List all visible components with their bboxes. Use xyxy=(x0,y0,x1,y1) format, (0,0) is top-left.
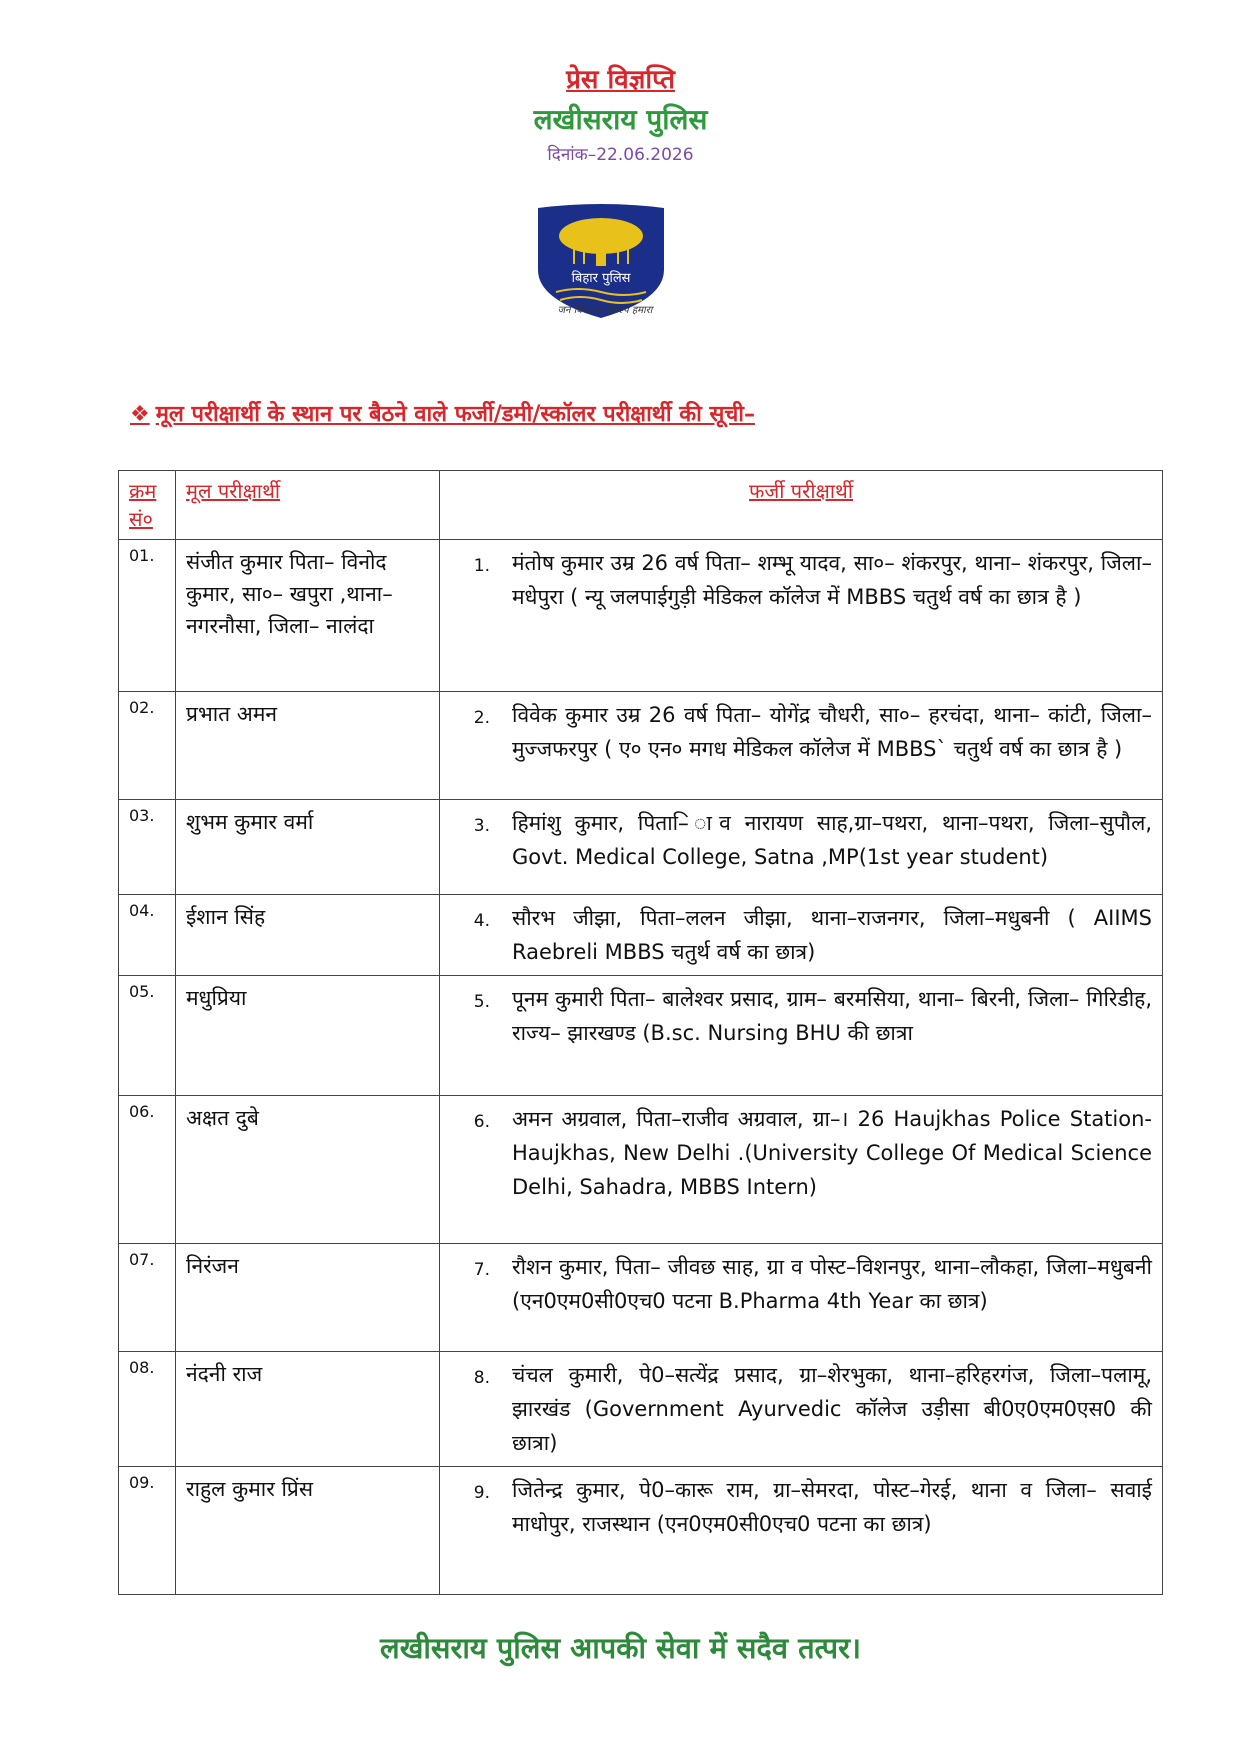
footer-slogan: लखीसराय पुलिस आपकी सेवा में सदैव तत्पर। xyxy=(380,1631,861,1665)
list-heading xyxy=(130,398,755,428)
table-row xyxy=(119,1467,1163,1595)
organization-name: लखीसराय पुलिस xyxy=(533,103,708,136)
fake-candidate-number: 6. xyxy=(473,1112,490,1132)
fake-candidate-number: 1. xyxy=(473,556,490,576)
fake-candidate-text: चंचल कुमारी, पे0–सत्येंद्र प्रसाद, ग्रा–शेरभुका, थाना–हरिहरगंज, जिला–पलामू, झारखंड (Government Ayurvedic कॉलेज उड़ीसा बी0ए0एम0एस0 की छात्रा) xyxy=(512,1363,1152,1455)
serial-cell: 08. xyxy=(119,1352,176,1467)
original-candidate-cell: निरंजन xyxy=(176,1244,440,1352)
original-candidate-cell: राहुल कुमार प्रिंस xyxy=(176,1467,440,1595)
header-original: मूल परीक्षार्थी xyxy=(176,471,440,540)
fake-candidate-cell xyxy=(440,800,1163,895)
serial-cell: 05. xyxy=(119,976,176,1096)
fake-candidate-number: 5. xyxy=(473,992,490,1012)
table-row xyxy=(119,895,1163,976)
fake-candidate-number: 2. xyxy=(473,708,490,728)
fake-candidate-cell xyxy=(440,1244,1163,1352)
fake-candidate-number: 9. xyxy=(473,1483,490,1503)
table-row xyxy=(119,1352,1163,1467)
serial-cell: 01. xyxy=(119,540,176,692)
fake-candidate-text: पूनम कुमारी पिता– बालेश्वर प्रसाद, ग्राम– बरमसिया, थाना– बिरनी, जिला– गिरिडीह, राज्य– झारखण्ड (B.sc. Nursing BHU की छात्रा xyxy=(512,987,1152,1045)
release-date: दिनांक–22.06.2026 xyxy=(547,145,694,165)
serial-cell: 06. xyxy=(119,1096,176,1244)
table-row xyxy=(119,692,1163,800)
fake-candidate-text: सौरभ जीझा, पिता–ललन जीझा, थाना–राजनगर, जिला–मधुबनी ( AIIMS Raebreli MBBS चतुर्थ वर्ष का छात्र) xyxy=(512,906,1152,964)
serial-cell: 07. xyxy=(119,1244,176,1352)
fake-candidate-cell xyxy=(440,1467,1163,1595)
table-row xyxy=(119,1096,1163,1244)
logo-text: बिहार पुलिस xyxy=(571,271,631,286)
diamond-bullet-icon: ❖ xyxy=(130,402,150,427)
list-heading-text: मूल परीक्षार्थी के स्थान पर बैठने वाले फर्जी/डमी/स्कॉलर परीक्षार्थी की सूची– xyxy=(155,402,755,427)
original-candidate-cell: ईशान सिंह xyxy=(176,895,440,976)
serial-cell: 09. xyxy=(119,1467,176,1595)
fake-candidate-text: हिमांशु कुमार, पिता–ि ाव नारायण साह,ग्रा–पथरा, थाना–पथरा, जिला–सुपौल, Govt. Medical College, Satna ,MP(1st year student) xyxy=(512,811,1152,869)
fake-candidate-number: 8. xyxy=(473,1368,490,1388)
fake-candidate-number: 4. xyxy=(473,911,490,931)
fake-candidate-text: अमन अग्रवाल, पिता–राजीव अग्रवाल, ग्रा–। 26 Haujkhas Police Station- Haujkhas, New Delhi .(University College Of Medical Science Delhi, Sahadra, MBBS Intern) xyxy=(512,1107,1152,1199)
candidate-table xyxy=(118,470,1163,1595)
original-candidate-cell: शुभम कुमार वर्मा xyxy=(176,800,440,895)
header-fake: फर्जी परीक्षार्थी xyxy=(440,471,1163,540)
fake-candidate-cell xyxy=(440,1352,1163,1467)
header-serial: क्रम सं० xyxy=(119,471,176,540)
fake-candidate-cell xyxy=(440,895,1163,976)
table-row xyxy=(119,1244,1163,1352)
original-candidate-cell: नंदनी राज xyxy=(176,1352,440,1467)
original-candidate-cell: प्रभात अमन xyxy=(176,692,440,800)
fake-candidate-cell xyxy=(440,1096,1163,1244)
fake-candidate-text: जितेन्द्र कुमार, पे0–कारू राम, ग्रा–सेमरदा, पोस्ट–गेरई, थाना व जिला– सवाई माधोपुर, राजस्थान (एन0एम0सी0एच0 पटना का छात्र) xyxy=(512,1478,1152,1536)
fake-candidate-cell xyxy=(440,692,1163,800)
fake-candidate-number: 3. xyxy=(473,816,490,836)
table-row xyxy=(119,976,1163,1096)
fake-candidate-number: 7. xyxy=(473,1260,490,1280)
fake-candidate-text: रौशन कुमार, पिता– जीवछ साह, ग्रा व पोस्ट–विशनपुर, थाना–लौकहा, जिला–मधुबनी (एन0एम0सी0एच0 पटना B.Pharma 4th Year का छात्र) xyxy=(512,1255,1152,1313)
original-candidate-cell: मधुप्रिया xyxy=(176,976,440,1096)
table-row xyxy=(119,540,1163,692)
fake-candidate-cell xyxy=(440,540,1163,692)
fake-candidate-text: विवेक कुमार उम्र 26 वर्ष पिता– योगेंद्र चौधरी, सा०– हरचंदा, थाना– कांटी, जिला– मुज्जफरपुर ( ए० एन० मगध मेडिकल कॉलेज में MBBS` चतुर्थ वर्ष का छात्र है ) xyxy=(512,703,1152,761)
original-candidate-cell: संजीत कुमार पिता– विनोद कुमार, सा०– खपुरा ,थाना– नगरनौसा, जिला– नालंदा xyxy=(176,540,440,692)
serial-cell: 02. xyxy=(119,692,176,800)
serial-cell: 03. xyxy=(119,800,176,895)
serial-cell: 04. xyxy=(119,895,176,976)
fake-candidate-text: मंतोष कुमार उम्र 26 वर्ष पिता– शम्भू यादव, सा०– शंकरपुर, थाना– शंकरपुर, जिला– मधेपुरा ( न्यू जलपाईगुड़ी मेडिकल कॉलेज में MBBS चतुर्थ वर्ष का छात्र है ) xyxy=(512,551,1152,609)
table-row xyxy=(119,800,1163,895)
fake-candidate-cell xyxy=(440,976,1163,1096)
original-candidate-cell: अक्षत दुबे xyxy=(176,1096,440,1244)
press-release-title: प्रेस विज्ञप्ति xyxy=(566,65,675,95)
table-header-row xyxy=(119,471,1163,540)
logo-motto: जन विश्वास संकल्प हमारा xyxy=(557,305,653,316)
